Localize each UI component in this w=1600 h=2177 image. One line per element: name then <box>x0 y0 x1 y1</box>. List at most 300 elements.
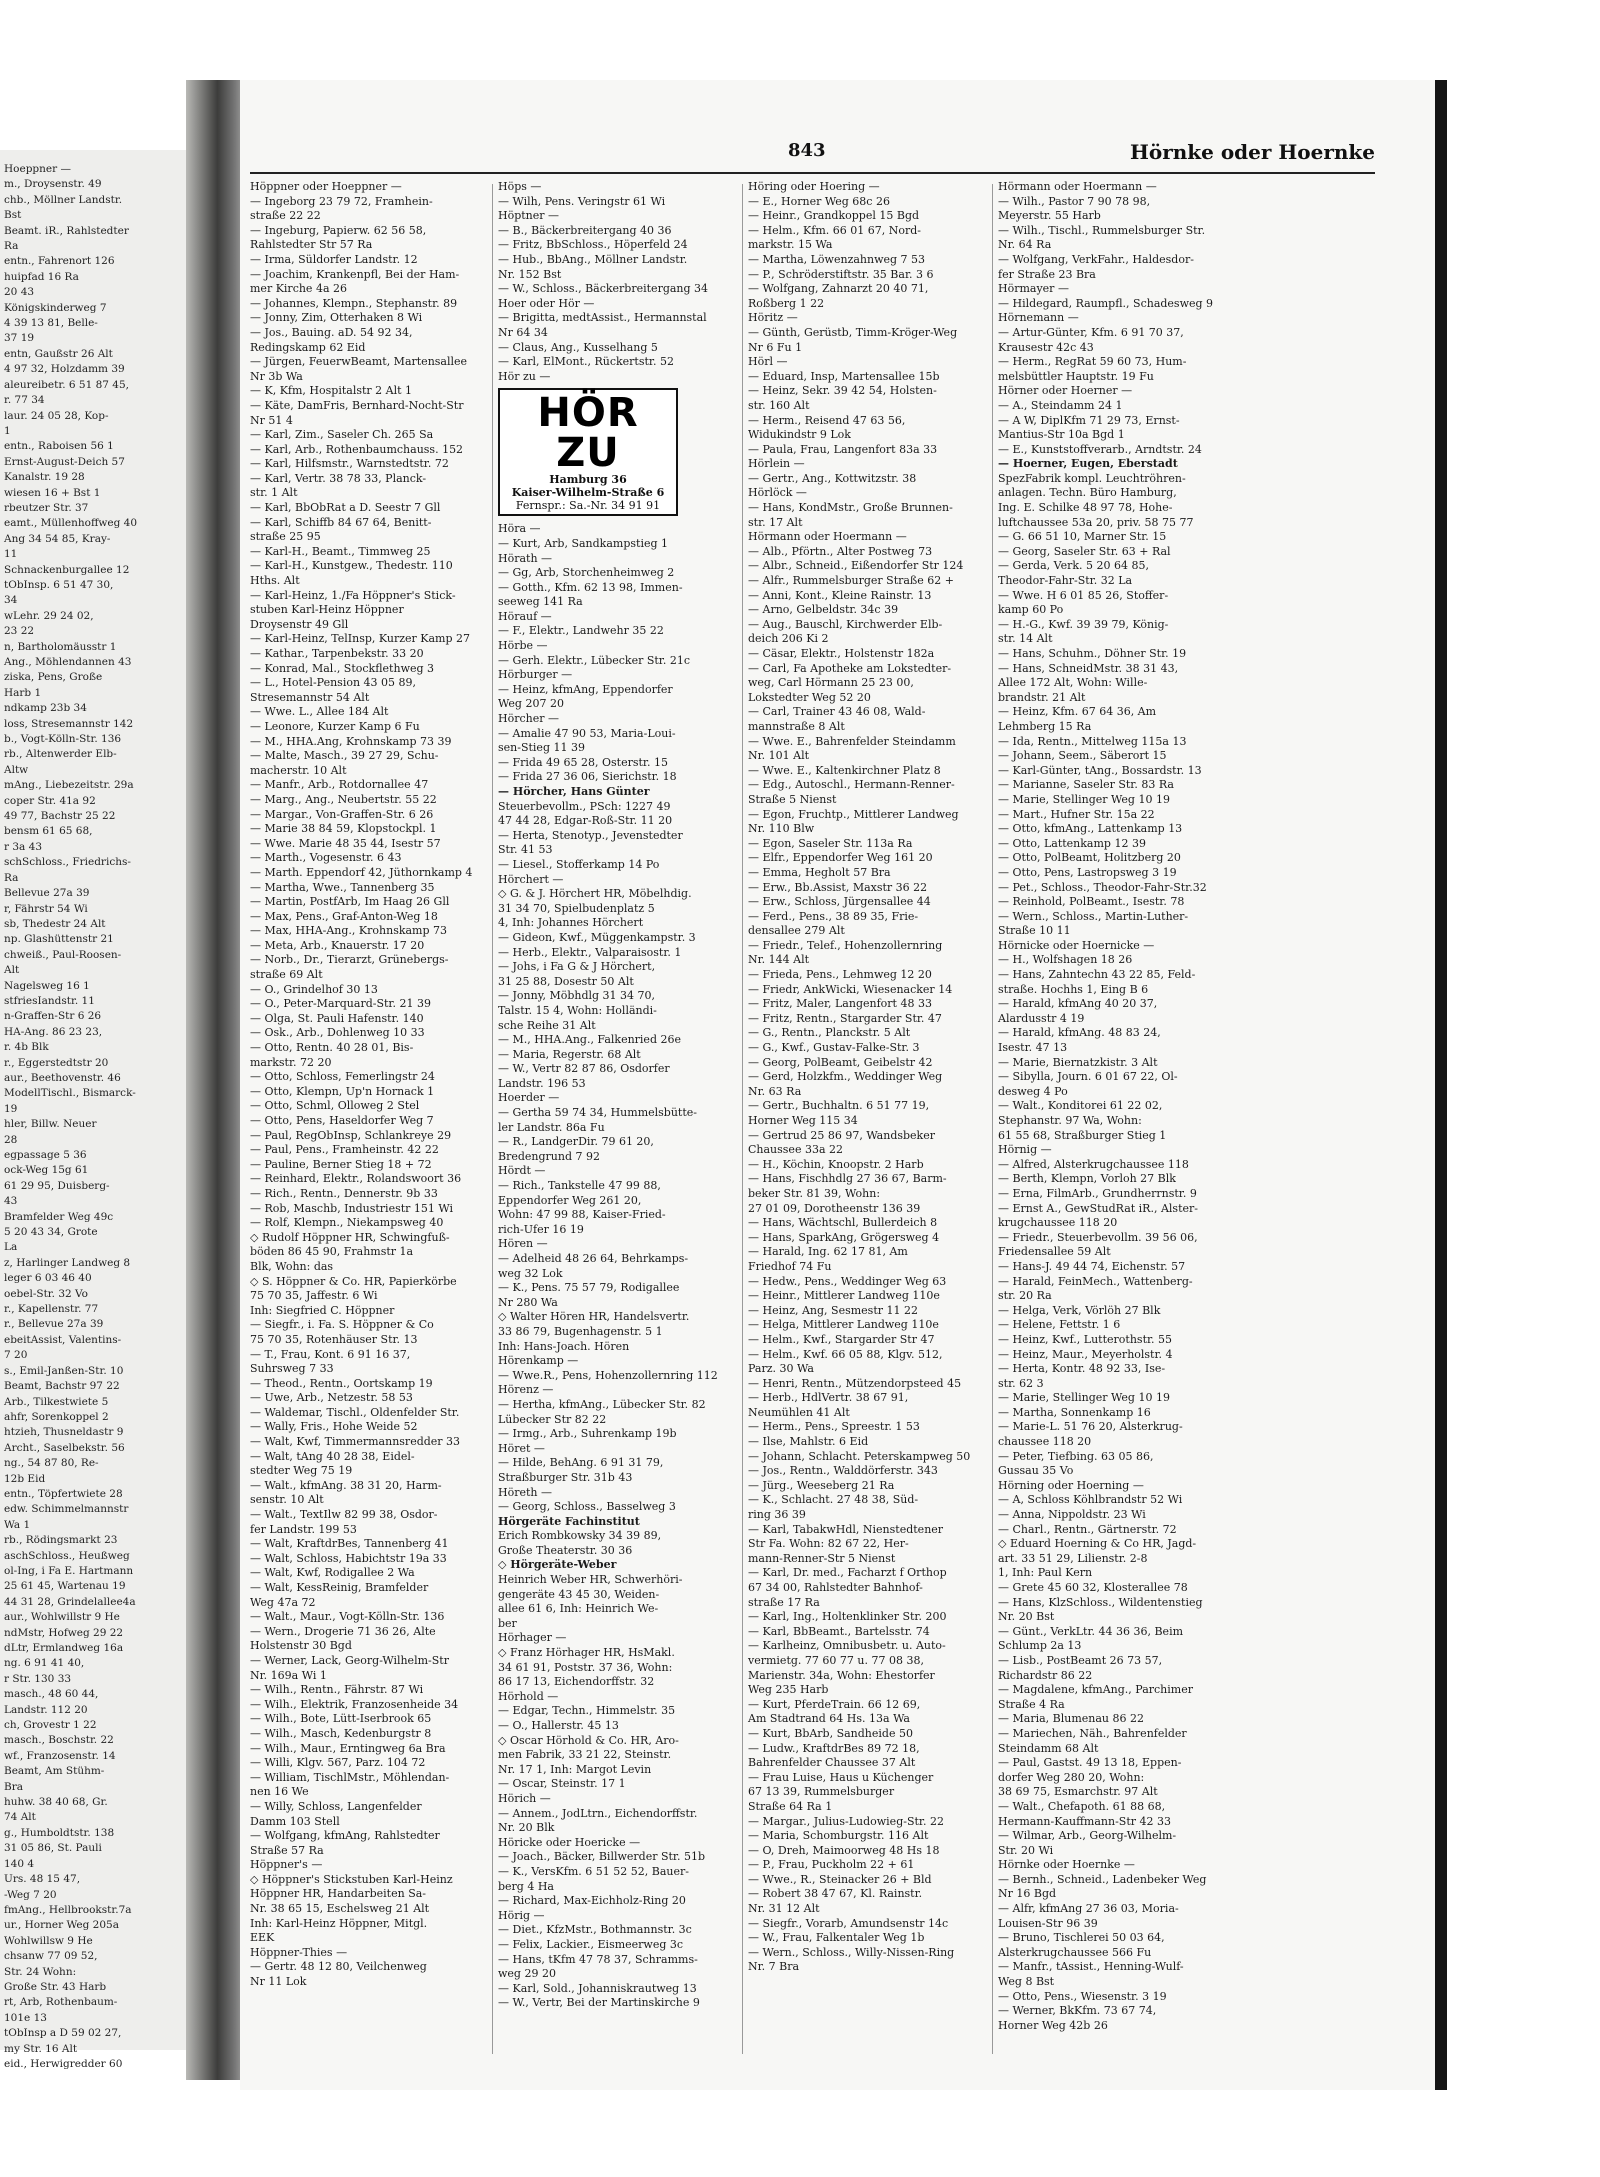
directory-entry: markstr. 15 Wa <box>748 238 833 252</box>
directory-entry: — Herm., RegRat 59 60 73, Hum- <box>998 355 1187 369</box>
directory-entry: — Alfr, kfmAng 27 36 03, Moria- <box>998 1902 1179 1916</box>
directory-entry: — Wwe. E., Kaltenkirchner Platz 8 <box>748 763 941 777</box>
left-page-line: Archt., Saselbekstr. 56 <box>4 1441 125 1454</box>
left-page-line: masch., 48 60 44, <box>4 1688 99 1701</box>
directory-entry: Nr 64 34 <box>498 325 548 339</box>
directory-entry: — Wilh., Elektrik, Franzosenheide 34 <box>250 1697 459 1711</box>
directory-entry: — Karlheinz, Omnibusbetr. u. Auto- <box>748 1639 946 1653</box>
directory-entry: — Heinz, kfmAng, Eppendorfer <box>498 682 673 696</box>
directory-entry: — Brigitta, medtAssist., Hermannstal <box>498 311 707 325</box>
directory-entry: — Rob, Maschb, Industriestr 151 Wi <box>250 1201 454 1215</box>
directory-entry: — Irma, Süldorfer Landstr. 12 <box>250 252 418 266</box>
directory-entry: — Joach., Bäcker, Billwerder Str. 51b <box>498 1850 706 1864</box>
directory-entry: — Wern., Drogerie 71 36 26, Alte <box>250 1624 436 1638</box>
left-page-line: leger 6 03 46 40 <box>4 1272 92 1285</box>
left-page-line: tObInsp a D 59 02 27, <box>4 2027 122 2040</box>
column-divider <box>992 184 993 2054</box>
directory-entry: straße 25 95 <box>250 530 321 544</box>
left-page-line: 5 20 43 34, Grote <box>4 1226 98 1239</box>
directory-entry: Nr. 101 Alt <box>748 749 810 763</box>
directory-entry: — Ilse, Mahlstr. 6 Eid <box>748 1435 869 1449</box>
directory-entry: — Reinhold, PolBeamt., Isestr. 78 <box>998 895 1185 909</box>
directory-page <box>240 80 1435 2090</box>
directory-entry: melsbüttler Hauptstr. 19 Fu <box>998 369 1154 383</box>
directory-entry: — Hilde, BehAng. 6 91 31 79, <box>498 1456 664 1470</box>
directory-entry: Weg 8 Bst <box>998 1975 1055 1989</box>
directory-entry: — Carl, Trainer 43 46 08, Wald- <box>748 705 926 719</box>
directory-entry: — Siegfr., i. Fa. S. Höppner & Co <box>250 1318 434 1332</box>
left-page-line: 61 29 95, Duisberg- <box>4 1179 110 1192</box>
directory-entry: — Hans, KlzSchloss., Wildentenstieg <box>998 1595 1203 1609</box>
left-page-line: rb., Rödingsmarkt 23 <box>4 1534 118 1547</box>
left-page-line: 4 97 32, Holzdamm 39 <box>4 363 125 376</box>
column-divider <box>742 184 743 2054</box>
left-page-line: stfriesIandstr. 11 <box>4 994 95 1007</box>
surname-heading: Höppner's — <box>250 1858 323 1872</box>
directory-entry: — Hörcher, Hans Günter <box>498 785 650 798</box>
left-page-line: g., Humboldtstr. 138 <box>4 1826 115 1839</box>
directory-entry: — Jürgen, FeuerwBeamt, Martensallee <box>250 355 468 369</box>
directory-entry: — Mariechen, Näh., Bahrenfelder <box>998 1726 1187 1740</box>
directory-entry: 47 44 28, Edgar-Roß-Str. 11 20 <box>498 814 673 828</box>
directory-entry: Straße 10 11 <box>998 924 1071 938</box>
directory-entry: Heinrich Weber HR, Schwerhöri- <box>498 1573 683 1587</box>
surname-heading: Hören — <box>498 1237 548 1251</box>
directory-entry: — Maria, Blumenau 86 22 <box>998 1712 1144 1726</box>
directory-entry: — Walt., kfmAng. 38 31 20, Harm- <box>250 1478 442 1492</box>
directory-entry: — Eduard, Insp, Martensallee 15b <box>748 369 940 383</box>
directory-entry: Nr. 110 Blw <box>748 822 815 836</box>
left-page-line: -Weg 7 20 <box>4 1888 57 1901</box>
directory-entry: 75 70 35, Jaffestr. 6 Wi <box>250 1289 378 1303</box>
directory-entry: — Karl, BbBeamt., Bartelsstr. 74 <box>748 1624 930 1638</box>
directory-entry: — Marth. Eppendorf 42, Jüthornkamp 4 <box>250 865 473 879</box>
directory-entry: — Hildegard, Raumpfl., Schadesweg 9 <box>998 296 1214 310</box>
directory-entry: — Karl-Günter, tAng., Bossardstr. 13 <box>998 763 1202 777</box>
directory-entry: — Helm., Kwf., Stargarder Str 47 <box>748 1332 935 1346</box>
directory-entry: Nr 51 4 <box>250 413 293 427</box>
left-page-line: 19 <box>4 1102 18 1115</box>
left-page-line: r. 77 34 <box>4 394 45 407</box>
directory-entry: — Werner, BkKfm. 73 67 74, <box>998 2004 1157 2018</box>
running-title: Hörnke oder Hoernke <box>1129 140 1375 164</box>
surname-heading: Hörnicke oder Hoernicke — <box>998 938 1155 952</box>
directory-column-1 <box>250 180 490 2060</box>
directory-entry: — Harald, Ing. 62 17 81, Am <box>748 1245 908 1259</box>
left-page-line: eamt., Müllenhoffweg 40 <box>4 517 138 530</box>
directory-entry: Landstr. 196 53 <box>498 1076 586 1090</box>
left-page-line: wLehr. 29 24 02, <box>4 609 94 622</box>
left-page-line: 28 <box>4 1133 18 1146</box>
left-page-line: oebel-Str. 32 Vo <box>4 1287 88 1300</box>
directory-entry: — Frida 49 65 28, Osterstr. 15 <box>498 755 668 769</box>
directory-entry: — T., Frau, Kont. 6 91 16 37, <box>250 1347 411 1361</box>
directory-entry: — Annem., JodLtrn., Eichendorffstr. <box>498 1806 698 1820</box>
directory-entry: — Wwe.R., Pens, Hohenzollernring 112 <box>498 1368 718 1382</box>
directory-entry: — Kathar., Tarpenbekstr. 33 20 <box>250 647 424 660</box>
directory-entry: str. 17 Alt <box>748 515 803 529</box>
directory-entry: — Friedr, AnkWicki, Wiesenacker 14 <box>748 982 953 996</box>
directory-entry: — Konrad, Mal., Stockflethweg 3 <box>250 661 435 675</box>
directory-entry: Inh: Karl-Heinz Höppner, Mitgl. <box>250 1916 428 1930</box>
directory-entry: — Ernst A., GewStudRat iR., Alster- <box>998 1201 1198 1215</box>
ad-phone: Fernspr.: Sa.-Nr. 34 91 91 <box>515 499 661 513</box>
directory-entry: Lehmberg 15 Ra <box>998 719 1092 733</box>
directory-entry: — Anna, Nippoldstr. 23 Wi <box>998 1508 1146 1522</box>
left-page-line: Bst <box>4 209 22 222</box>
surname-heading: Hör zu — <box>498 369 551 383</box>
left-page-line: ock-Weg 15g 61 <box>4 1164 89 1177</box>
directory-entry: Straße 64 Ra 1 <box>748 1799 833 1813</box>
directory-entry: — Karl, Arb., Rothenbaumchauss. 152 <box>250 442 464 456</box>
directory-entry: — Günth, Gerüstb, Timm-Kröger-Weg <box>748 325 958 339</box>
directory-entry: — Marth., Vogesenstr. 6 43 <box>250 851 402 865</box>
directory-entry: — Claus, Ang., Kusselhang 5 <box>498 340 658 354</box>
column-divider <box>492 184 493 2054</box>
left-page-line: entn., Raboisen 56 1 <box>4 440 114 453</box>
left-page-line: s., Emil-Janßen-Str. 10 <box>4 1364 124 1377</box>
directory-entry: — Walt., Chefapoth. 61 88 68, <box>998 1799 1166 1813</box>
directory-entry: — Maria, Regerstr. 68 Alt <box>498 1047 641 1061</box>
directory-entry: — Gertr. 48 12 80, Veilchenweg <box>250 1960 427 1974</box>
left-page-line: ur., Horner Weg 205a <box>4 1919 119 1932</box>
left-page-line: n, Bartholomäusstr 1 <box>4 640 117 653</box>
directory-entry: — M., HHA.Ang., Falkenried 26e <box>498 1033 681 1047</box>
surname-heading: Hörl — <box>748 355 788 369</box>
directory-entry: — Wolfgang, VerkFahr., Haldesdor- <box>998 252 1194 266</box>
directory-entry: Nr. 38 65 15, Eschelsweg 21 Alt <box>250 1902 430 1916</box>
directory-entry: straße 17 Ra <box>748 1595 820 1609</box>
directory-entry: — Rich., Rentn., Dennerstr. 9b 33 <box>250 1186 438 1200</box>
directory-entry: — Oscar, Steinstr. 17 1 <box>498 1777 626 1791</box>
directory-entry: — Anni, Kont., Kleine Rainstr. 13 <box>748 588 932 602</box>
directory-entry: Stephanstr. 97 Wa, Wohn: <box>998 1114 1142 1127</box>
directory-entry: — Manfr., tAssist., Henning-Wulf- <box>998 1960 1184 1974</box>
directory-entry: — O., Grindelhof 30 13 <box>250 982 378 996</box>
directory-entry: Talstr. 15 4, Wohn: Holländi- <box>498 1003 657 1017</box>
directory-entry: — Ludw., KraftdrBes 89 72 18, <box>748 1741 920 1755</box>
directory-entry: — Walt., Maur., Vogt-Kölln-Str. 136 <box>250 1610 445 1624</box>
directory-entry: Neumühlen 41 Alt <box>748 1405 850 1419</box>
directory-entry: Allee 172 Alt, Wohn: Wille- <box>998 676 1148 690</box>
left-page-line: Große Str. 43 Harb <box>4 1980 107 1993</box>
left-page-line: r., Kapellenstr. 77 <box>4 1303 99 1316</box>
left-page-line: z, Harlinger Landweg 8 <box>4 1256 131 1269</box>
left-page-line: Beamt, Am Stühm- <box>4 1765 105 1778</box>
directory-entry: — Joachim, Krankenpfl, Bei der Ham- <box>250 267 460 281</box>
directory-entry: — Olga, St. Pauli Hafenstr. 140 <box>250 1011 424 1025</box>
directory-entry: — K., VersKfm. 6 51 52 52, Bauer- <box>498 1864 689 1878</box>
directory-column-4 <box>998 180 1238 2060</box>
directory-entry: — Frida 27 36 06, Sierichstr. 18 <box>498 770 677 784</box>
directory-entry: Bahrenfelder Chaussee 37 Alt <box>748 1756 916 1770</box>
directory-entry: str. 1 Alt <box>250 486 298 500</box>
directory-entry: Marienstr. 34a, Wohn: Ehestorfer <box>748 1668 935 1682</box>
directory-entry: kamp 60 Po <box>998 603 1064 617</box>
directory-entry: Hörgeräte Fachinstitut <box>498 1514 640 1528</box>
directory-entry: straße 69 Alt <box>250 968 323 982</box>
directory-entry: anlagen. Techn. Büro Hamburg, <box>998 486 1177 500</box>
directory-entry: — Berth, Klempn, Vorloh 27 Blk <box>998 1172 1176 1186</box>
directory-entry: — Paul, Pens., Framheinstr. 42 22 <box>250 1143 439 1157</box>
directory-entry: brandstr. 21 Alt <box>998 690 1086 704</box>
left-page-line: 12b Eid <box>4 1472 46 1485</box>
directory-entry: — Martha, Löwenzahnweg 7 53 <box>748 252 926 266</box>
left-page-line: np. Glashüttenstr 21 <box>4 933 114 946</box>
directory-entry: — Manfr., Arb., Rotdornallee 47 <box>250 778 429 792</box>
directory-entry: — Marie, Stellinger Weg 10 19 <box>998 792 1170 806</box>
directory-entry: 1, Inh: Paul Kern <box>998 1566 1093 1580</box>
directory-entry: Blk, Wohn: das <box>250 1259 334 1273</box>
directory-entry: — Karl, Ing., Holtenklinker Str. 200 <box>748 1610 947 1624</box>
directory-entry: — Wwe. E., Bahrenfelder Steindamm <box>748 734 956 748</box>
directory-entry: Nr 3b Wa <box>250 369 303 383</box>
directory-entry: — Rolf, Klempn., Niekampsweg 40 <box>250 1216 444 1230</box>
directory-entry: — Herta, Kontr. 48 92 33, Ise- <box>998 1362 1166 1376</box>
directory-entry: str. 14 Alt <box>998 632 1053 646</box>
directory-entry: — Albr., Schneid., Eißendorfer Str 124 <box>748 559 964 573</box>
left-page-line: Urs. 48 15 47, <box>4 1873 81 1886</box>
left-page-line: 1 <box>4 424 11 437</box>
directory-entry: — Bruno, Tischlerei 50 03 64, <box>998 1931 1165 1945</box>
directory-entry: — Maria, Schomburgstr. 116 Alt <box>748 1829 929 1843</box>
directory-entry: — Charl., Rentn., Gärtnerstr. 72 <box>998 1522 1177 1536</box>
left-page-line: Harb 1 <box>4 686 42 699</box>
directory-entry: — Walt., Konditorei 61 22 02, <box>998 1099 1163 1113</box>
surname-heading: Hörauf — <box>498 609 552 623</box>
directory-entry: — Bernh., Schneid., Ladenbeker Weg <box>998 1872 1207 1886</box>
directory-entry: — Carl, Fa Apotheke am Lokstedter- <box>748 661 952 675</box>
directory-entry: — A., Steindamm 24 1 <box>998 398 1123 412</box>
directory-entry: — Peter, Tiefbing. 63 05 86, <box>998 1449 1154 1463</box>
left-page-line: r. 4b Blk <box>4 1041 49 1054</box>
directory-entry: — Ferd., Pens., 38 89 35, Frie- <box>748 909 919 923</box>
directory-entry: ◇ Franz Hörhager HR, HsMakl. <box>498 1646 675 1660</box>
left-page-line: entn., Töpfertwiete 28 <box>4 1487 123 1500</box>
left-page-line: 20 43 <box>4 286 35 299</box>
directory-entry: Nr 6 Fu 1 <box>748 340 803 354</box>
directory-entry: — Georg, PolBeamt, Geibelstr 42 <box>748 1055 933 1069</box>
surname-heading: Hörath — <box>498 551 553 565</box>
directory-entry: — K., Pens. 75 57 79, Rodigallee <box>498 1281 680 1295</box>
directory-entry: — Otto, Pens, Haseldorfer Weg 7 <box>250 1114 434 1127</box>
directory-entry: — Egon, Fruchtp., Mittlerer Landweg <box>748 807 959 821</box>
left-page-line: 7 20 <box>4 1349 28 1362</box>
directory-entry: — Johannes, Klempn., Stephanstr. 89 <box>250 296 458 310</box>
directory-entry: — Wilmar, Arb., Georg-Wilhelm- <box>998 1829 1177 1843</box>
directory-entry: — Siegfr., Vorarb, Amundsenstr 14c <box>748 1916 949 1930</box>
left-page-line: Wohlwillsw 9 He <box>4 1934 93 1947</box>
surname-heading: Hördt — <box>498 1164 546 1178</box>
directory-entry: — Johann, Seem., Säberort 15 <box>998 749 1167 763</box>
hoer-zu-advertisement <box>498 388 678 516</box>
directory-entry: — Gerh. Elektr., Lübecker Str. 21c <box>498 653 691 667</box>
directory-entry: dorfer Weg 280 20, Wohn: <box>998 1770 1145 1784</box>
directory-entry: — Käte, DamFris, Bernhard-Nocht-Str <box>250 398 464 412</box>
directory-entry: — L., Hotel-Pension 43 05 89, <box>250 676 417 690</box>
directory-entry: böden 86 45 90, Frahmstr 1a <box>250 1245 414 1259</box>
directory-entry: — Walt, KraftdrBes, Tannenberg 41 <box>250 1537 449 1551</box>
directory-entry: — Otto, Klempn, Up'n Hornack 1 <box>250 1084 435 1098</box>
directory-entry: — Jürg., Weeseberg 21 Ra <box>748 1478 895 1492</box>
directory-entry: — Marie-L. 51 76 20, Alsterkrug- <box>998 1420 1183 1434</box>
left-page-line: 4 39 13 81, Belle- <box>4 317 98 330</box>
directory-entry: — Hans, Schuhm., Döhner Str. 19 <box>998 647 1187 660</box>
directory-entry: Str. 20 Wi <box>998 1843 1054 1857</box>
directory-entry: — Edgar, Techn., Himmelstr. 35 <box>498 1704 676 1718</box>
left-page-line: 31 05 86, St. Pauli <box>4 1842 102 1855</box>
left-page-line: Schnackenburgallee 12 <box>4 563 130 576</box>
directory-entry: — Wilh., Bote, Lütt-Iserbrook 65 <box>250 1712 432 1726</box>
directory-entry: markstr. 72 20 <box>250 1055 332 1069</box>
directory-entry: — Karl, Sold., Johanniskrautweg 13 <box>498 1981 697 1995</box>
directory-entry: — Reinhard, Elektr., Rolandswoort 36 <box>250 1172 462 1186</box>
directory-entry: — Walt, tAng 40 28 38, Eidel- <box>250 1449 415 1463</box>
left-page-line: bensm 61 65 68, <box>4 825 93 838</box>
directory-entry: 31 34 70, Spielbudenplatz 5 <box>498 901 655 915</box>
directory-entry: — O., Peter-Marquard-Str. 21 39 <box>250 997 431 1011</box>
directory-entry: sche Reihe 31 Alt <box>498 1018 596 1032</box>
surname-heading: Höricke oder Hoericke — <box>498 1835 641 1849</box>
left-page-line: Altw <box>4 763 29 776</box>
left-page-line: rbeutzer Str. 37 <box>4 501 89 514</box>
directory-entry: — Alfred, Alsterkrugchaussee 118 <box>998 1157 1189 1171</box>
left-page-line: Bellevue 27a 39 <box>4 887 90 900</box>
directory-entry: — Hub., BbAng., Möllner Landstr. <box>498 252 688 266</box>
directory-entry: mer Kirche 4a 26 <box>250 282 347 296</box>
directory-entry: — Aug., Bauschl, Kirchwerder Elb- <box>748 617 943 631</box>
directory-entry: — Herb., HdlVertr. 38 67 91, <box>748 1391 909 1405</box>
directory-entry: — Otto, Lattenkamp 12 39 <box>998 836 1146 850</box>
directory-entry: Weg 235 Harb <box>748 1683 829 1697</box>
directory-entry: ◇ Hörgeräte-Weber <box>498 1558 617 1572</box>
directory-entry: — Karl-Heinz, TelInsp, Kurzer Kamp 27 <box>250 632 470 646</box>
directory-entry: — Diet., KfzMstr., Bothmannstr. 3c <box>498 1923 692 1937</box>
directory-entry: — P., Schröderstiftstr. 35 Bar. 3 6 <box>748 267 934 281</box>
directory-entry: — William, TischlMstr., Möhlendan- <box>250 1770 450 1784</box>
directory-entry: — Hans, Wächtschl, Bullerdeich 8 <box>748 1216 938 1230</box>
directory-entry: — Alfr., Rummelsburger Straße 62 + <box>748 574 954 588</box>
ad-street: Kaiser-Wilhelm-Straße 6 <box>511 486 665 500</box>
left-page-line: huipfad 16 Ra <box>4 270 79 283</box>
directory-entry: — Grete 45 60 32, Klosterallee 78 <box>998 1581 1188 1594</box>
directory-entry: — Max, HHA-Ang., Krohnskamp 73 <box>250 924 448 938</box>
directory-entry: — Theod., Rentn., Oortskamp 19 <box>250 1376 433 1390</box>
surname-heading: Hörenz — <box>498 1383 554 1397</box>
directory-entry: Horner Weg 115 34 <box>748 1114 858 1127</box>
directory-entry: stedter Weg 75 19 <box>250 1464 353 1478</box>
directory-entry: — K, Kfm, Hospitalstr 2 Alt 1 <box>250 384 413 398</box>
surname-heading: Höritz — <box>748 311 798 325</box>
left-page-line: r., Bellevue 27a 39 <box>4 1318 104 1331</box>
directory-entry: — Harald, kfmAng 40 20 37, <box>998 997 1158 1011</box>
directory-entry: str. 62 3 <box>998 1376 1044 1390</box>
directory-entry: mann-Renner-Str 5 Nienst <box>748 1551 896 1565</box>
directory-entry: Rahlstedter Str 57 Ra <box>250 238 373 252</box>
directory-entry: Alardusstr 4 19 <box>998 1011 1085 1025</box>
left-page-line: egpassage 5 36 <box>4 1149 87 1161</box>
surname-heading: Hörmayer — <box>998 282 1069 296</box>
directory-entry: — M., HHA.Ang, Krohnskamp 73 39 <box>250 734 452 748</box>
directory-entry: — Erna, FilmArb., Grundherrnstr. 9 <box>998 1186 1197 1200</box>
directory-entry: Bredengrund 7 92 <box>498 1149 600 1163</box>
left-page-line: n-Graffen-Str 6 26 <box>4 1010 102 1023</box>
directory-entry: Louisen-Str 96 39 <box>998 1916 1098 1930</box>
directory-entry: — Paul, Gastst. 49 13 18, Eppen- <box>998 1756 1182 1770</box>
directory-entry: — Karl, ElMont., Rückertstr. 52 <box>498 355 674 369</box>
directory-entry: — Karl, Schiffb 84 67 64, Benitt- <box>250 515 432 529</box>
directory-entry: 86 17 13, Eichendorffstr. 32 <box>498 1675 655 1689</box>
directory-entry: — Gertha 59 74 34, Hummelsbütte- <box>498 1106 697 1120</box>
page-number: 843 <box>788 140 826 161</box>
left-page-line: Arb., Tilkestwiete 5 <box>4 1395 109 1408</box>
left-page-line: ndMstr, Hofweg 29 22 <box>4 1626 124 1639</box>
left-page-line: ndkamp 23b 34 <box>4 702 87 715</box>
directory-entry: Friedhof 74 Fu <box>748 1259 832 1273</box>
directory-entry: — Jos., Rentn., Walddörferstr. 343 <box>748 1464 938 1478</box>
left-page-line: 43 <box>4 1195 18 1208</box>
directory-entry: — Osk., Arb., Dohlenweg 10 33 <box>250 1026 425 1040</box>
directory-entry: — Jonny, Zim, Otterhaken 8 Wi <box>250 311 423 325</box>
directory-entry: Nr. 20 Blk <box>498 1821 555 1835</box>
directory-entry: — Herm., Reisend 47 63 56, <box>748 413 906 427</box>
directory-entry: — Henri, Rentn., Mützendorpsteed 45 <box>748 1376 962 1390</box>
directory-entry: — Waldemar, Tischl., Oldenfelder Str. <box>250 1405 460 1419</box>
directory-entry: — Friedr., Telef., Hohenzollernring <box>748 938 943 952</box>
directory-entry: Große Theaterstr. 30 36 <box>498 1543 633 1557</box>
directory-entry: — Marg., Ang., Neubertstr. 55 22 <box>250 792 437 806</box>
directory-entry: — Hoerner, Eugen, Eberstadt <box>998 457 1178 471</box>
directory-entry: — Wilh., Tischl., Rummelsburger Str. <box>998 223 1206 237</box>
directory-entry: Hermann-Kauffmann-Str 42 33 <box>998 1814 1171 1828</box>
left-page-line: Ernst-August-Deich 57 <box>4 455 125 468</box>
directory-entry: — Marie 38 84 59, Klopstockpl. 1 <box>250 822 437 836</box>
surname-heading: Hörburger — <box>498 668 573 682</box>
directory-entry: — Harald, kfmAng. 48 83 24, <box>998 1026 1161 1040</box>
directory-entry: — Cäsar, Elektr., Holstenstr 182a <box>748 647 935 660</box>
left-page-line: La <box>4 1241 18 1254</box>
surname-heading: Hörlöck — <box>748 486 807 500</box>
directory-entry: Steuerbevollm., PSch: 1227 49 <box>498 799 671 813</box>
directory-entry: ◇ Walter Hören HR, Handelsvertr. <box>498 1310 690 1324</box>
directory-entry: rich-Ufer 16 19 <box>498 1222 584 1236</box>
directory-entry: Eppendorfer Weg 261 20, <box>498 1193 642 1207</box>
directory-entry: — Gertr., Buchhaltn. 6 51 77 19, <box>748 1099 930 1113</box>
directory-entry: Straße 5 Nienst <box>748 792 837 806</box>
left-page-line: Alt <box>4 964 20 977</box>
directory-entry: — Ingeborg 23 79 72, Framhein- <box>250 194 433 208</box>
surname-heading: Hörnemann — <box>998 311 1079 325</box>
left-page-line: aur., Wohlwillstr 9 He <box>4 1611 120 1624</box>
page-edge-shadow <box>1435 80 1447 2090</box>
directory-entry: — G. 66 51 10, Marner Str. 15 <box>998 530 1167 544</box>
directory-entry: Schlump 2a 13 <box>998 1639 1082 1653</box>
directory-entry: — Karl, BbObRat a D. Seestr 7 Gll <box>250 501 441 515</box>
directory-entry: Nr. 17 1, Inh: Margot Levin <box>498 1762 652 1776</box>
directory-entry: — Erw., Schloss, Jürgensallee 44 <box>748 895 931 909</box>
directory-entry: vermietg. 77 60 77 u. 77 08 38, <box>748 1653 924 1667</box>
directory-entry: — W., Vertr 82 87 86, Osdorfer <box>498 1062 670 1076</box>
directory-entry: — Gertr., Ang., Kottwitzstr. 38 <box>748 471 917 485</box>
directory-entry: Steindamm 68 Alt <box>998 1741 1099 1755</box>
directory-entry: 4, Inh: Johannes Hörchert <box>498 916 644 930</box>
directory-entry: Nr. 144 Alt <box>748 953 810 967</box>
directory-entry: — O., Hallerstr. 45 13 <box>498 1719 619 1732</box>
directory-entry: — Emma, Hegholt 57 Bra <box>748 865 891 879</box>
directory-entry: — Karl, Dr. med., Facharzt f Orthop <box>748 1566 947 1580</box>
directory-entry: Richardstr 86 22 <box>998 1668 1093 1682</box>
directory-entry: weg 32 Lok <box>498 1266 563 1280</box>
